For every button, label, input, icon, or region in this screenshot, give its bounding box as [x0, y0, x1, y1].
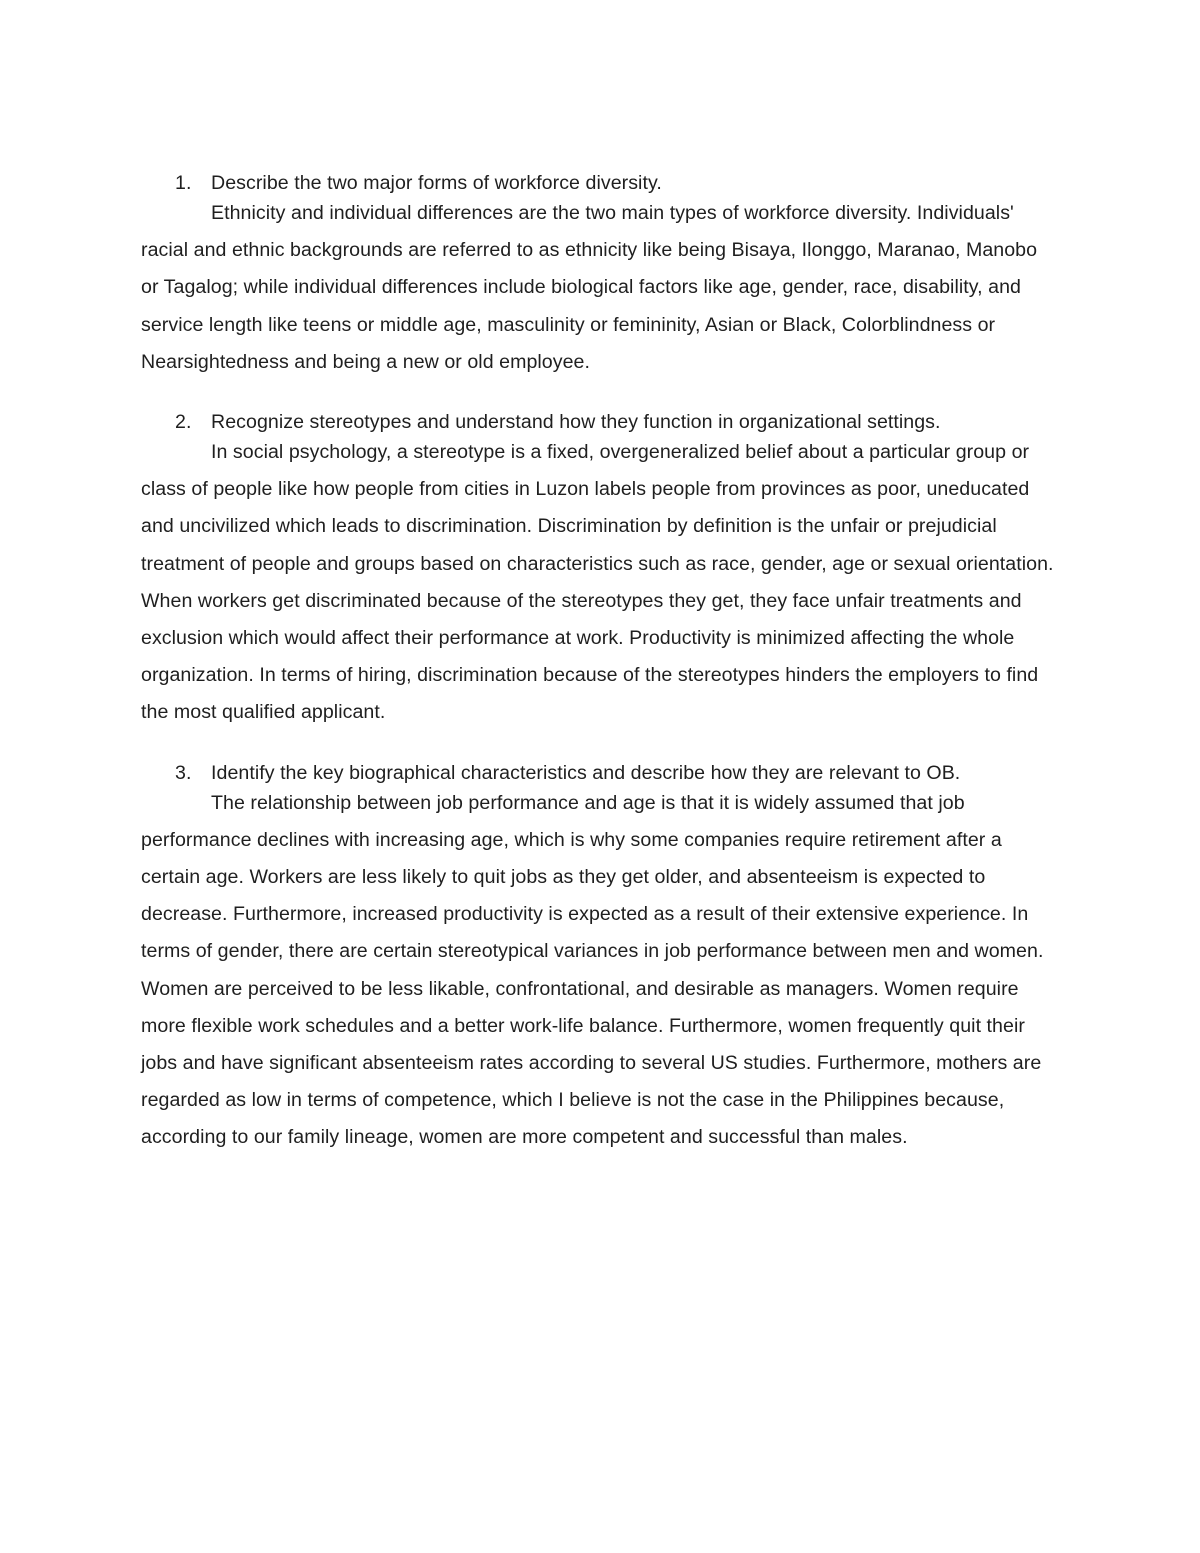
question-heading	[141, 758, 1059, 788]
question-number: 2.	[175, 411, 192, 434]
answer-paragraph: Ethnicity and individual differences are the two main types of workforce diversity. Individuals' racial and ethnic backgrounds are referred to as ethnicity like being Bisaya, Ilonggo, Maranao, Manobo or Tagalog; while individual differences include biological factors like age, gender, race, disability, and service length like teens or middle age, masculinity or femininity, Asian or Black, Colorblindness or Nearsightedness and being a new or old employee.	[141, 202, 1038, 373]
question-item-3	[141, 758, 1059, 1157]
question-number: 1.	[175, 172, 192, 194]
question-text: Identify the key biographical characteristics and describe how they are relevant to OB.	[211, 761, 961, 784]
answer-paragraph: The relationship between job performance and age is that it is widely assumed that job performance declines with increasing age, which is why some companies require retirement after a certain age. Workers are less likely to quit jobs as they get older, and absenteeism is expected to decrease. Furthermore, increased productivity is expected as a result of their extensive experience. In terms of gender, there are certain stereotypical variances in job performance between men and women. Women are perceived to be less likable, confrontational, and desirable as managers. Women require more flexible work schedules and a better work-life balance. Furthermore, women frequently quit their jobs and have significant absenteeism rates according to several US studies. Furthermore, mothers are regarded as low in terms of competence, which I believe is not the case in the Philippines because, according to our family lineage, women are more competent and successful than males.	[141, 791, 1044, 1149]
question-text: Recognize stereotypes and understand how they function in organizational settings.	[211, 411, 941, 434]
document-body	[141, 168, 1059, 1157]
answer-paragraph: In social psychology, a stereotype is a fixed, overgeneralized belief about a particular group or class of people like how people from cities in Luzon labels people from provinces as poor, uneducated and uncivilized which leads to discrimination. Discrimination by definition is the unfair or prejudicial treatment of people and groups based on characteristics such as race, gender, age or sexual orientation. When workers get discriminated because of the stereotypes they get, they face unfair treatments and exclusion which would affect their performance at work. Productivity is minimized affecting the whole organization. In terms of hiring, discrimination because of the stereotypes hinders the employers to find the most qualified applicant.	[141, 441, 1054, 724]
question-item-1	[141, 168, 1059, 381]
question-item-2	[141, 407, 1059, 732]
question-heading	[141, 407, 1059, 437]
question-heading	[141, 168, 1059, 198]
question-number: 3.	[175, 761, 192, 784]
question-text: Describe the two major forms of workforce diversity.	[211, 172, 662, 194]
